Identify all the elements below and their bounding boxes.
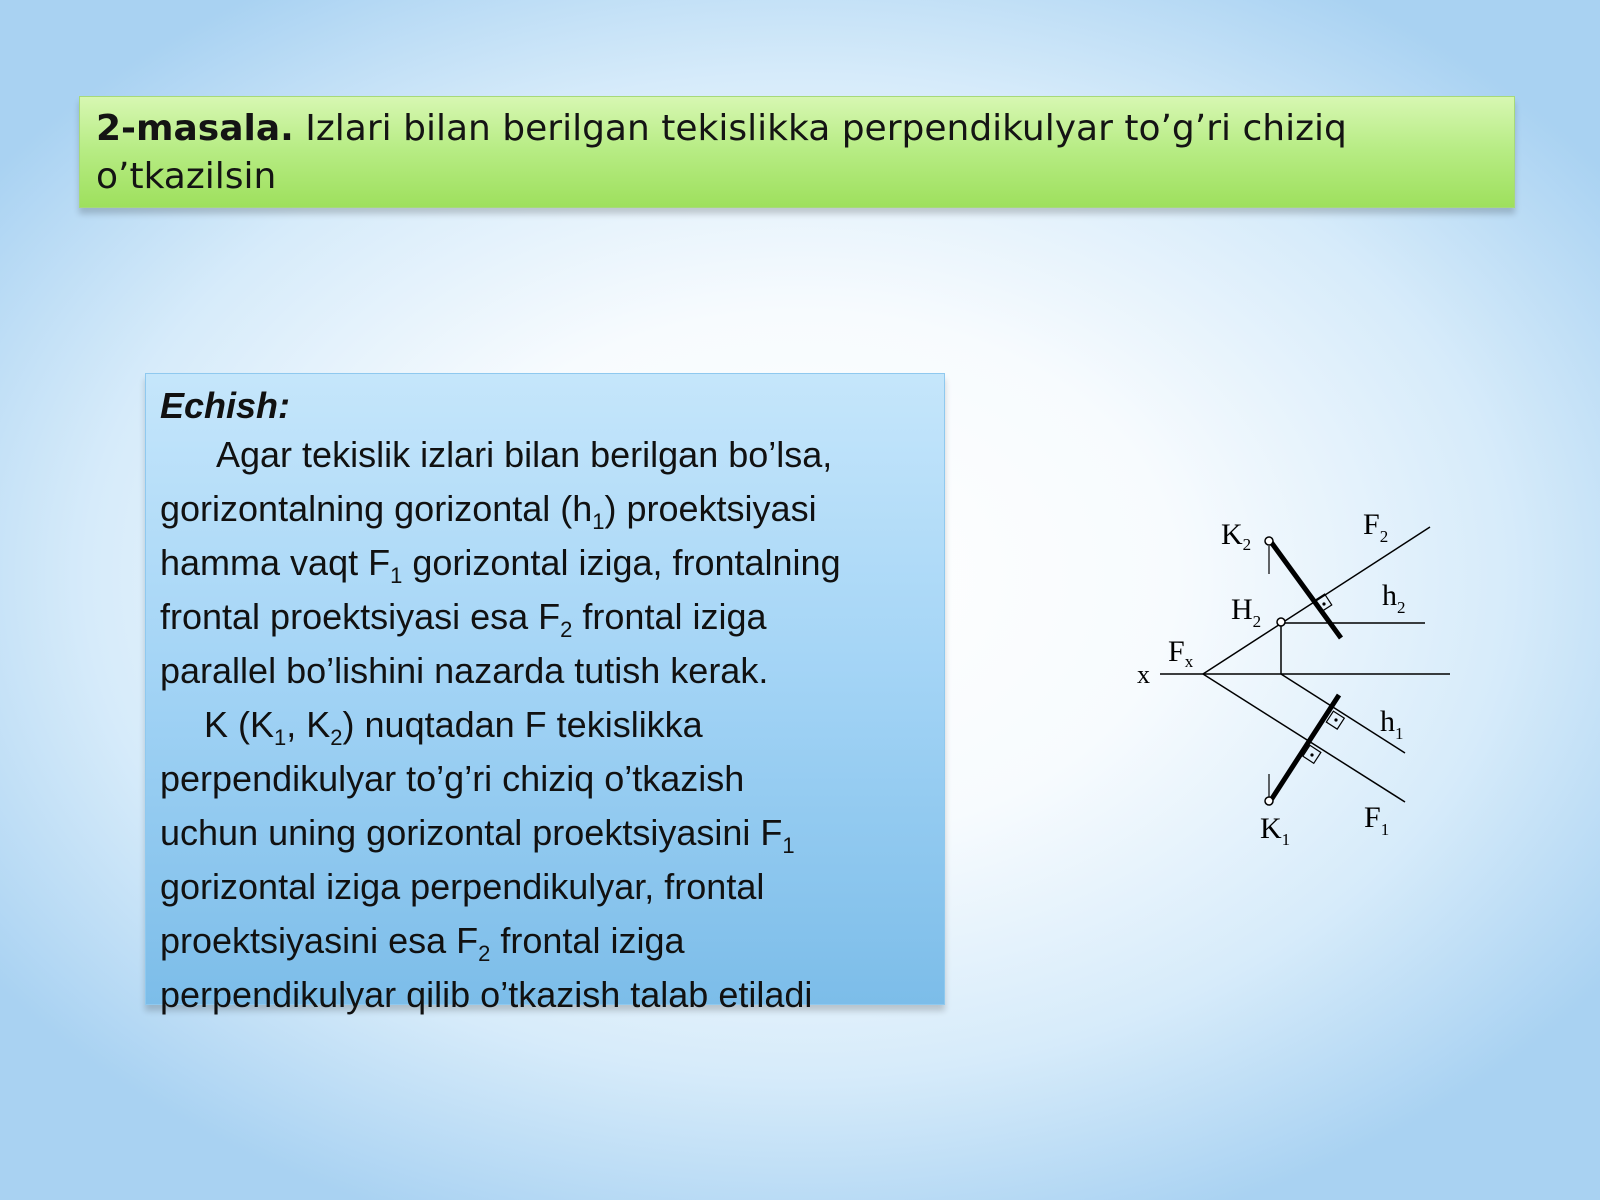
label-h1-line: $h_1$: [1380, 705, 1404, 743]
task-title-line-1: [96, 105, 1498, 153]
solution-line-3-sub: 1: [390, 563, 403, 588]
point-k2: [1265, 537, 1273, 545]
solution-line-8-a: uchun uning gorizontal proektsiyasini F: [160, 812, 783, 853]
solution-line-6-sub-2: 2: [330, 725, 343, 750]
solution-line-4-b: frontal iziga: [572, 596, 767, 637]
label-k1: $K_1$: [1260, 812, 1291, 849]
label-f1: $F_1$: [1364, 801, 1390, 839]
solution-line-6-b: , K: [286, 704, 331, 745]
perpendicular-line-diagram: [1120, 500, 1460, 860]
solution-line-3: [160, 536, 930, 590]
solution-box: [145, 373, 945, 1015]
solution-line-2-sub: 1: [592, 509, 605, 534]
solution-line-4-a: frontal proektsiyasi esa F: [160, 596, 561, 637]
solution-line-10: [160, 914, 930, 968]
right-angle-dot-lower-1: [1334, 718, 1337, 721]
label-h2-line: $h_2$: [1382, 579, 1406, 617]
solution-line-6-c: ) nuqtadan F tekislikka: [342, 704, 703, 745]
solution-line-1: Agar tekislik izlari bilan berilgan bo’lsa,: [216, 434, 833, 475]
solution-line-2: [160, 482, 930, 536]
solution-line-10-b: frontal iziga: [490, 920, 685, 961]
solution-line-4: [160, 590, 930, 644]
solution-heading: Echish:: [160, 385, 291, 426]
label-k2: $K_2$: [1221, 518, 1252, 554]
solution-line-9: gorizontal iziga perpendikulyar, frontal: [160, 866, 765, 907]
task-number-label: 2-masala.: [96, 108, 294, 149]
solution-line-11: perpendikulyar qilib o’tkazish talab etiladi: [160, 974, 813, 1015]
solution-line-4-sub: 2: [560, 617, 573, 642]
solution-line-6-a: K (K: [204, 704, 275, 745]
solution-line-8-sub: 1: [782, 833, 795, 858]
right-angle-dot-upper: [1322, 602, 1325, 605]
trace-f1-line: [1203, 674, 1405, 802]
task-title-banner: [79, 96, 1515, 208]
solution-line-3-a: hamma vaqt F: [160, 542, 391, 583]
task-title-text: Izlari bilan berilgan tekislikka perpendikulyar to’g’ri chiziq: [305, 108, 1347, 149]
solution-line-10-sub: 2: [478, 941, 491, 966]
point-k1: [1265, 797, 1273, 805]
solution-line-10-a: proektsiyasini esa F: [160, 920, 479, 961]
solution-line-2-b: ) proektsiyasi: [604, 488, 817, 529]
solution-line-6: [160, 698, 930, 752]
label-x-axis: x: [1137, 660, 1150, 689]
solution-line-7: perpendikulyar to’g’ri chiziq o’tkazish: [160, 758, 745, 799]
solution-line-2-a: gorizontalning gorizontal (h: [160, 488, 593, 529]
point-h2: [1277, 618, 1285, 626]
solution-line-5: parallel bo’lishini nazarda tutish kerak.: [160, 650, 769, 691]
solution-line-6-sub-1: 1: [274, 725, 287, 750]
perpendicular-k1-line: [1271, 695, 1339, 800]
label-h2-point: $H_2$: [1231, 593, 1262, 631]
solution-line-3-b: gorizontal iziga, frontalning: [402, 542, 841, 583]
right-angle-dot-lower-2: [1310, 753, 1313, 756]
solution-line-8: [160, 806, 930, 860]
task-title-line-2: o’tkazilsin: [96, 156, 277, 197]
label-f2: $F_2$: [1363, 508, 1389, 546]
label-fx: $F_x$: [1168, 635, 1194, 671]
